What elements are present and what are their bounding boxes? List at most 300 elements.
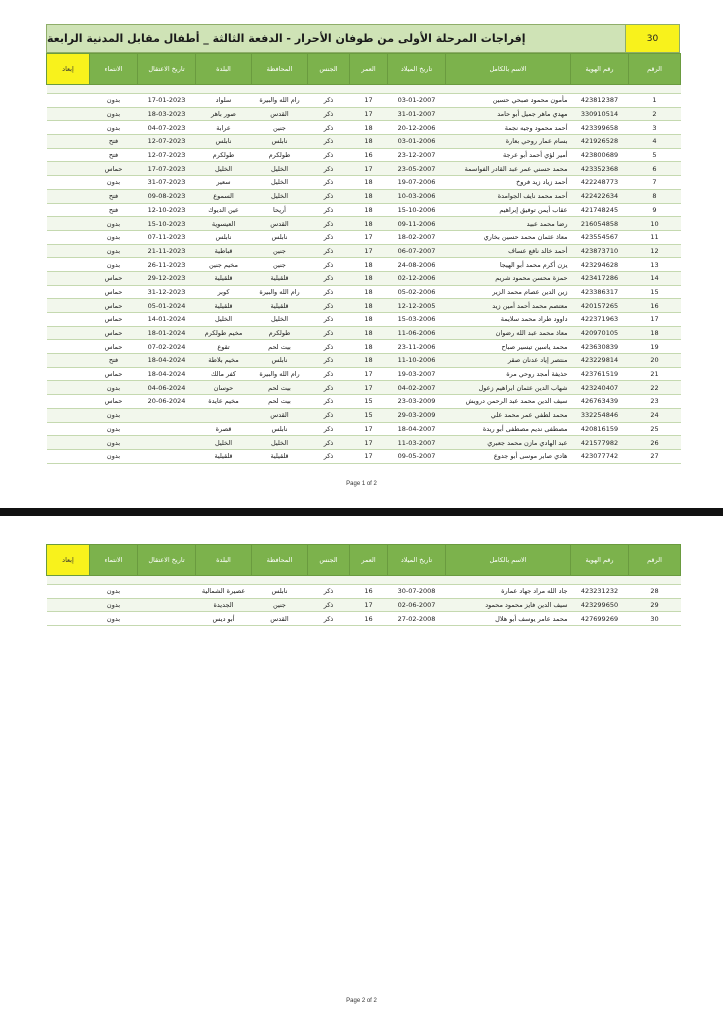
cell-governorate: الخليل	[252, 162, 308, 176]
cell-affiliation: فتح	[90, 148, 138, 162]
cell-arrest-date	[138, 612, 196, 626]
cell-num: 14	[629, 271, 681, 285]
cell-num: 18	[629, 326, 681, 340]
cell-num: 8	[629, 189, 681, 203]
cell-deportation	[47, 408, 90, 422]
cell-age: 18	[350, 135, 388, 149]
cell-town: مخيم عايدة	[196, 395, 252, 409]
table-row	[47, 203, 681, 217]
cell-gender: ذكر	[308, 449, 350, 463]
cell-deportation	[47, 244, 90, 258]
cell-name: أحمد زياد زيد فروخ	[446, 176, 571, 190]
cell-age: 17	[350, 367, 388, 381]
cell-id: 422371963	[571, 313, 629, 327]
cell-town: تقوع	[196, 340, 252, 354]
cell-name: بسام عمار روحي بعارة	[446, 135, 571, 149]
cell-dob: 05-02-2006	[388, 285, 446, 299]
cell-num: 5	[629, 148, 681, 162]
cell-gender: ذكر	[308, 381, 350, 395]
cell-deportation	[47, 354, 90, 368]
table-row	[47, 189, 681, 203]
cell-gender: ذكر	[308, 148, 350, 162]
cell-affiliation: بدون	[90, 381, 138, 395]
header-town: البلدة	[196, 545, 252, 576]
cell-arrest-date: 18-01-2024	[138, 326, 196, 340]
cell-town: قصرة	[196, 422, 252, 436]
page-footer: Page 1 of 2	[346, 481, 377, 487]
cell-deportation	[47, 449, 90, 463]
cell-gender: ذكر	[308, 354, 350, 368]
table-row	[47, 381, 681, 395]
cell-gender: ذكر	[308, 285, 350, 299]
cell-name: محمد عامر يوسف أبو هلال	[446, 612, 571, 626]
table-row	[47, 449, 681, 463]
cell-id: 423240407	[571, 381, 629, 395]
cell-num: 22	[629, 381, 681, 395]
cell-affiliation: حماس	[90, 340, 138, 354]
cell-id: 423630839	[571, 340, 629, 354]
cell-dob: 02-12-2006	[388, 271, 446, 285]
cell-name: مأمون محمود صبحي حسين	[446, 94, 571, 108]
cell-age: 17	[350, 94, 388, 108]
cell-town: العيسوية	[196, 217, 252, 231]
table-row	[47, 244, 681, 258]
cell-town: كفر مالك	[196, 367, 252, 381]
cell-arrest-date: 09-08-2023	[138, 189, 196, 203]
cell-name: أحمد محمد نايف الجوامدة	[446, 189, 571, 203]
cell-num: 21	[629, 367, 681, 381]
cell-num: 6	[629, 162, 681, 176]
cell-age: 15	[350, 395, 388, 409]
table-row	[47, 598, 681, 612]
cell-age: 18	[350, 354, 388, 368]
table-header-row	[47, 545, 681, 576]
cell-arrest-date: 18-04-2024	[138, 367, 196, 381]
cell-num: 15	[629, 285, 681, 299]
cell-affiliation: بدون	[90, 94, 138, 108]
cell-num: 23	[629, 395, 681, 409]
cell-id: 427699269	[571, 612, 629, 626]
cell-gender: ذكر	[308, 244, 350, 258]
cell-affiliation: بدون	[90, 422, 138, 436]
cell-governorate: نابلس	[252, 585, 308, 599]
cell-deportation	[47, 121, 90, 135]
cell-gender: ذكر	[308, 162, 350, 176]
cell-arrest-date: 12-10-2023	[138, 203, 196, 217]
table-row	[47, 285, 681, 299]
cell-name: داوود طراد محمد سلايمة	[446, 313, 571, 327]
header-age: العمر	[350, 545, 388, 576]
spacer-row	[47, 576, 681, 585]
cell-dob: 23-11-2006	[388, 340, 446, 354]
cell-dob: 09-11-2006	[388, 217, 446, 231]
cell-governorate: القدس	[252, 408, 308, 422]
cell-gender: ذكر	[308, 217, 350, 231]
cell-deportation	[47, 299, 90, 313]
cell-deportation	[47, 258, 90, 272]
cell-age: 18	[350, 203, 388, 217]
cell-town: قلقيلية	[196, 299, 252, 313]
cell-num: 26	[629, 436, 681, 450]
cell-num: 24	[629, 408, 681, 422]
cell-affiliation: بدون	[90, 449, 138, 463]
table-row	[47, 585, 681, 599]
cell-num: 3	[629, 121, 681, 135]
table-row	[47, 230, 681, 244]
cell-arrest-date	[138, 449, 196, 463]
cell-name: عبد الهادي مازن محمد جعبري	[446, 436, 571, 450]
cell-id: 421577982	[571, 436, 629, 450]
spacer-row	[47, 85, 681, 94]
cell-num: 13	[629, 258, 681, 272]
cell-dob: 02-06-2007	[388, 598, 446, 612]
cell-arrest-date	[138, 436, 196, 450]
cell-id: 423812387	[571, 94, 629, 108]
table-row	[47, 326, 681, 340]
header-arrest-date: تاريخ الاعتقال	[138, 545, 196, 576]
cell-deportation	[47, 107, 90, 121]
cell-id: 423231232	[571, 585, 629, 599]
cell-gender: ذكر	[308, 135, 350, 149]
cell-id: 423873710	[571, 244, 629, 258]
cell-affiliation: فتح	[90, 189, 138, 203]
cell-arrest-date: 29-12-2023	[138, 271, 196, 285]
table-row	[47, 299, 681, 313]
cell-arrest-date: 07-02-2024	[138, 340, 196, 354]
page-1	[0, 0, 723, 508]
cell-town: قباطية	[196, 244, 252, 258]
header-governorate: المحافظة	[252, 54, 308, 85]
cell-name: أحمد خالد نافع عساف	[446, 244, 571, 258]
cell-id: 421926528	[571, 135, 629, 149]
cell-name: محمد لطفي عمر محمد علي	[446, 408, 571, 422]
cell-arrest-date: 12-07-2023	[138, 135, 196, 149]
cell-governorate: القدس	[252, 217, 308, 231]
cell-deportation	[47, 598, 90, 612]
cell-id: 216054858	[571, 217, 629, 231]
cell-dob: 11-10-2006	[388, 354, 446, 368]
table-row	[47, 395, 681, 409]
cell-deportation	[47, 585, 90, 599]
cell-age: 18	[350, 340, 388, 354]
cell-id: 421748245	[571, 203, 629, 217]
cell-deportation	[47, 271, 90, 285]
header-name: الاسم بالكامل	[446, 54, 571, 85]
cell-town: حوسان	[196, 381, 252, 395]
cell-gender: ذكر	[308, 313, 350, 327]
cell-name: سيف الدين محمد عبد الرحمن درويش	[446, 395, 571, 409]
cell-name: معاذ عثمان محمد حسين بخاري	[446, 230, 571, 244]
header-deportation: إبعاد	[47, 545, 90, 576]
prisoners-table	[46, 53, 681, 464]
cell-dob: 03-01-2006	[388, 135, 446, 149]
cell-gender: ذكر	[308, 258, 350, 272]
cell-age: 17	[350, 244, 388, 258]
cell-governorate: الخليل	[252, 436, 308, 450]
cell-deportation	[47, 162, 90, 176]
cell-id: 423386317	[571, 285, 629, 299]
cell-arrest-date	[138, 598, 196, 612]
cell-affiliation: بدون	[90, 612, 138, 626]
cell-gender: ذكر	[308, 107, 350, 121]
cell-id: 423294628	[571, 258, 629, 272]
cell-deportation	[47, 313, 90, 327]
cell-id: 423417286	[571, 271, 629, 285]
cell-num: 16	[629, 299, 681, 313]
cell-arrest-date: 18-04-2024	[138, 354, 196, 368]
cell-deportation	[47, 135, 90, 149]
cell-age: 18	[350, 313, 388, 327]
cell-affiliation: حماس	[90, 271, 138, 285]
table-row	[47, 217, 681, 231]
cell-governorate: القدس	[252, 612, 308, 626]
cell-id: 423299650	[571, 598, 629, 612]
cell-age: 17	[350, 598, 388, 612]
cell-town: نابلس	[196, 135, 252, 149]
cell-deportation	[47, 422, 90, 436]
table-row	[47, 135, 681, 149]
prisoners-table-continued	[46, 544, 681, 626]
cell-governorate: قلقيلية	[252, 299, 308, 313]
cell-name: أحمد محمود وجيه نجمة	[446, 121, 571, 135]
cell-gender: ذكر	[308, 367, 350, 381]
cell-governorate: قلقيلية	[252, 271, 308, 285]
cell-town: قلقيلية	[196, 449, 252, 463]
cell-deportation	[47, 176, 90, 190]
cell-name: أمير لؤي أحمد أبو عرجة	[446, 148, 571, 162]
table-row	[47, 436, 681, 450]
cell-affiliation: بدون	[90, 598, 138, 612]
cell-deportation	[47, 340, 90, 354]
cell-deportation	[47, 285, 90, 299]
cell-age: 17	[350, 107, 388, 121]
batch-number: 30	[626, 24, 680, 53]
cell-dob: 23-12-2007	[388, 148, 446, 162]
cell-gender: ذكر	[308, 422, 350, 436]
cell-dob: 15-03-2006	[388, 313, 446, 327]
cell-arrest-date: 04-06-2024	[138, 381, 196, 395]
cell-gender: ذكر	[308, 299, 350, 313]
cell-dob: 09-05-2007	[388, 449, 446, 463]
cell-dob: 23-03-2009	[388, 395, 446, 409]
cell-arrest-date: 14-01-2024	[138, 313, 196, 327]
page-separator	[0, 508, 723, 516]
table-row	[47, 176, 681, 190]
cell-id: 423761519	[571, 367, 629, 381]
cell-governorate: بيت لحم	[252, 381, 308, 395]
header-affiliation: الانتماء	[90, 545, 138, 576]
cell-gender: ذكر	[308, 189, 350, 203]
cell-governorate: رام الله والبيرة	[252, 94, 308, 108]
cell-age: 15	[350, 408, 388, 422]
table-row	[47, 94, 681, 108]
cell-dob: 03-01-2007	[388, 94, 446, 108]
header-dob: تاريخ الميلاد	[388, 54, 446, 85]
cell-affiliation: حماس	[90, 367, 138, 381]
cell-arrest-date: 04-07-2023	[138, 121, 196, 135]
cell-arrest-date: 26-11-2023	[138, 258, 196, 272]
cell-name: شهاب الدين عثمان ابراهيم زعول	[446, 381, 571, 395]
cell-dob: 11-06-2006	[388, 326, 446, 340]
cell-governorate: رام الله والبيرة	[252, 285, 308, 299]
cell-town: نابلس	[196, 230, 252, 244]
table-row	[47, 313, 681, 327]
cell-name: جاد الله مراد جهاد عمارة	[446, 585, 571, 599]
cell-dob: 23-05-2007	[388, 162, 446, 176]
cell-age: 18	[350, 326, 388, 340]
table-body	[47, 85, 681, 464]
cell-affiliation: حماس	[90, 395, 138, 409]
header-governorate: المحافظة	[252, 545, 308, 576]
cell-name: معاذ محمد عبد الله رضوان	[446, 326, 571, 340]
cell-affiliation: بدون	[90, 176, 138, 190]
cell-num: 19	[629, 340, 681, 354]
cell-deportation	[47, 395, 90, 409]
cell-affiliation: حماس	[90, 285, 138, 299]
cell-age: 18	[350, 258, 388, 272]
cell-name: سيف الدين فايز محمود محمود	[446, 598, 571, 612]
cell-dob: 30-07-2008	[388, 585, 446, 599]
cell-age: 18	[350, 299, 388, 313]
cell-dob: 04-02-2007	[388, 381, 446, 395]
cell-gender: ذكر	[308, 230, 350, 244]
cell-town: الخليل	[196, 436, 252, 450]
cell-gender: ذكر	[308, 612, 350, 626]
cell-num: 25	[629, 422, 681, 436]
cell-dob: 06-07-2007	[388, 244, 446, 258]
cell-town: سعير	[196, 176, 252, 190]
cell-name: رضا محمد عبيد	[446, 217, 571, 231]
header-id: رقم الهوية	[571, 545, 629, 576]
cell-name: حمزة محسن محمود شريم	[446, 271, 571, 285]
cell-arrest-date	[138, 585, 196, 599]
cell-affiliation: بدون	[90, 585, 138, 599]
cell-town: السموع	[196, 189, 252, 203]
cell-governorate: الخليل	[252, 313, 308, 327]
cell-dob: 29-03-2009	[388, 408, 446, 422]
cell-town: الخليل	[196, 162, 252, 176]
cell-gender: ذكر	[308, 121, 350, 135]
cell-governorate: جنين	[252, 244, 308, 258]
cell-name: محمد حسني عمر عبد القادر الفواسمة	[446, 162, 571, 176]
cell-age: 18	[350, 217, 388, 231]
cell-dob: 18-04-2007	[388, 422, 446, 436]
cell-deportation	[47, 203, 90, 217]
cell-arrest-date: 15-10-2023	[138, 217, 196, 231]
cell-gender: ذكر	[308, 176, 350, 190]
cell-governorate: نابلس	[252, 230, 308, 244]
cell-town: طولكرم	[196, 148, 252, 162]
cell-deportation	[47, 148, 90, 162]
cell-name: هادي صابر موسى أبو جدوع	[446, 449, 571, 463]
cell-name: حذيفة أمجد روحي مرة	[446, 367, 571, 381]
header-age: العمر	[350, 54, 388, 85]
header-num: الرقم	[629, 545, 681, 576]
cell-dob: 31-01-2007	[388, 107, 446, 121]
cell-gender: ذكر	[308, 340, 350, 354]
cell-num: 1	[629, 94, 681, 108]
cell-id: 330910514	[571, 107, 629, 121]
cell-name: معتصم محمد أحمد أمين زيد	[446, 299, 571, 313]
cell-town: عرابة	[196, 121, 252, 135]
header-name: الاسم بالكامل	[446, 545, 571, 576]
table-row	[47, 612, 681, 626]
cell-id: 423352368	[571, 162, 629, 176]
cell-governorate: طولكرم	[252, 326, 308, 340]
cell-deportation	[47, 217, 90, 231]
cell-governorate: الخليل	[252, 176, 308, 190]
cell-num: 28	[629, 585, 681, 599]
cell-governorate: قلقيلية	[252, 449, 308, 463]
cell-dob: 12-12-2005	[388, 299, 446, 313]
cell-dob: 24-08-2006	[388, 258, 446, 272]
table-row	[47, 340, 681, 354]
cell-num: 29	[629, 598, 681, 612]
cell-deportation	[47, 94, 90, 108]
cell-num: 2	[629, 107, 681, 121]
cell-dob: 18-02-2007	[388, 230, 446, 244]
cell-affiliation: حماس	[90, 162, 138, 176]
cell-affiliation: فتح	[90, 354, 138, 368]
cell-gender: ذكر	[308, 94, 350, 108]
title-bar	[46, 24, 680, 53]
cell-num: 12	[629, 244, 681, 258]
cell-dob: 27-02-2008	[388, 612, 446, 626]
cell-id: 422422634	[571, 189, 629, 203]
cell-num: 4	[629, 135, 681, 149]
header-affiliation: الانتماء	[90, 54, 138, 85]
cell-id: 332254846	[571, 408, 629, 422]
cell-age: 18	[350, 189, 388, 203]
table-row	[47, 354, 681, 368]
cell-num: 27	[629, 449, 681, 463]
cell-governorate: نابلس	[252, 422, 308, 436]
page-footer: Page 2 of 2	[346, 998, 377, 1004]
table-row	[47, 148, 681, 162]
cell-id: 420970105	[571, 326, 629, 340]
cell-arrest-date: 20-06-2024	[138, 395, 196, 409]
cell-dob: 11-03-2007	[388, 436, 446, 450]
cell-town: عين الديوك	[196, 203, 252, 217]
cell-age: 16	[350, 585, 388, 599]
cell-affiliation: بدون	[90, 436, 138, 450]
cell-town: أبو ديس	[196, 612, 252, 626]
cell-deportation	[47, 612, 90, 626]
cell-affiliation: بدون	[90, 107, 138, 121]
cell-id: 423800689	[571, 148, 629, 162]
cell-town: مخيم بلاطة	[196, 354, 252, 368]
header-town: البلدة	[196, 54, 252, 85]
cell-affiliation: حماس	[90, 313, 138, 327]
header-id: رقم الهوية	[571, 54, 629, 85]
cell-deportation	[47, 189, 90, 203]
table-row	[47, 121, 681, 135]
cell-town: الجديدة	[196, 598, 252, 612]
cell-id: 420816159	[571, 422, 629, 436]
cell-name: مهدي ماهر جميل أبو حامد	[446, 107, 571, 121]
cell-num: 7	[629, 176, 681, 190]
cell-arrest-date	[138, 422, 196, 436]
cell-age: 18	[350, 121, 388, 135]
cell-affiliation: بدون	[90, 258, 138, 272]
cell-arrest-date	[138, 408, 196, 422]
cell-gender: ذكر	[308, 585, 350, 599]
table-header-row	[47, 54, 681, 85]
cell-name: منتصر إياد عدنان صقر	[446, 354, 571, 368]
cell-dob: 19-07-2006	[388, 176, 446, 190]
cell-town: قلقيلية	[196, 271, 252, 285]
cell-arrest-date: 17-01-2023	[138, 94, 196, 108]
